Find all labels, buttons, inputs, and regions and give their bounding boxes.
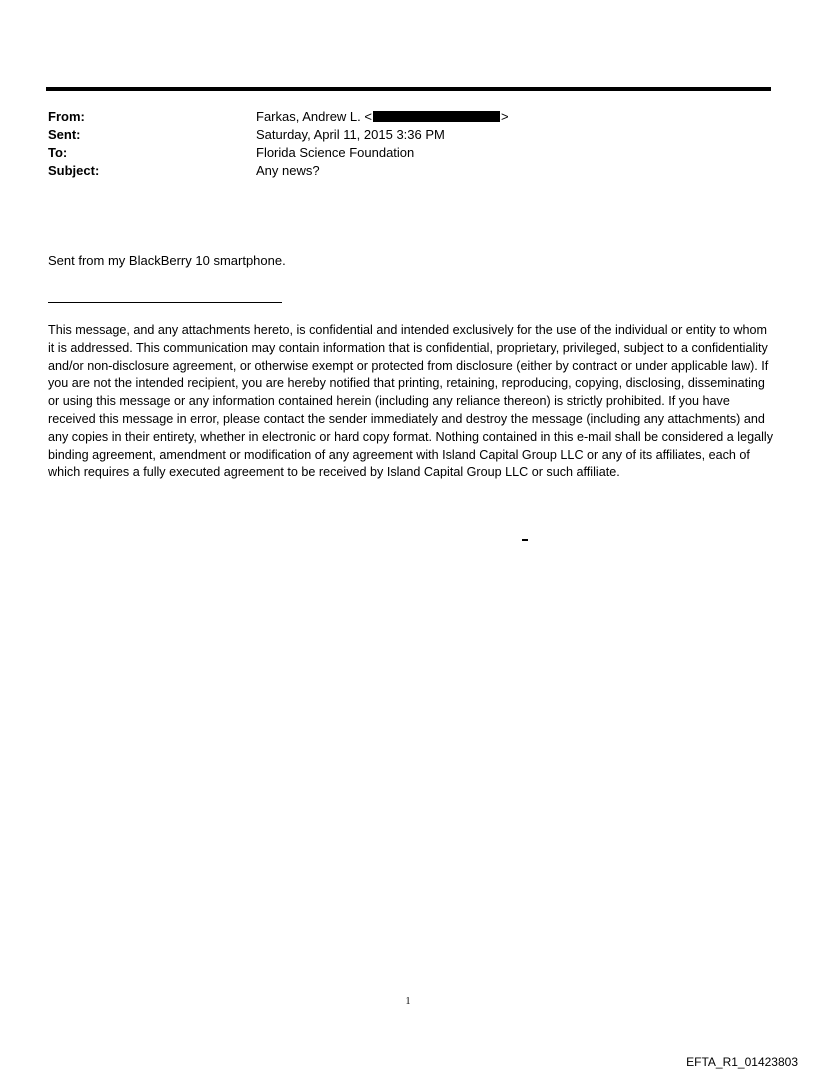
stray-mark	[522, 539, 528, 541]
signature-divider	[48, 302, 282, 303]
subject-label: Subject:	[48, 163, 100, 178]
subject-row	[48, 162, 748, 180]
sent-value: Saturday, April 11, 2015 3:36 PM	[256, 127, 445, 142]
email-header	[48, 108, 748, 180]
redaction-box	[373, 111, 500, 122]
to-value: Florida Science Foundation	[256, 145, 415, 160]
from-value	[256, 108, 748, 126]
sent-label: Sent:	[48, 127, 81, 142]
to-label: To:	[48, 145, 68, 160]
document-id: EFTA_R1_01423803	[686, 1055, 798, 1069]
to-row	[48, 144, 748, 162]
sent-row	[48, 126, 748, 144]
from-row	[48, 108, 748, 126]
header-top-rule	[46, 87, 771, 91]
from-suffix: >	[500, 109, 509, 124]
message-body: Sent from my BlackBerry 10 smartphone.	[48, 253, 286, 268]
confidentiality-disclaimer: This message, and any attachments hereto, is confidential and intended exclusively for the use of the individual or entity to whom it is addressed. This communication may contain information that is confidential, proprietary, privileged, subject to a confidentiality and/or non-disclosure agreement, or otherwise exempt or protected from disclosure (either by contract or under applicable law). If you are not the intended recipient, you are hereby notified that printing, retaining, reproducing, copying, disclosing, disseminating or using this message or any information contained herein (including any reliance thereon) is strictly prohibited. If you have received this message in error, please contact the sender immediately and destroy the message (including any attachments) and any copies in their entirety, whether in electronic or hard copy format. Nothing contained in this e-mail shall be considered a legally binding agreement, amendment or modification of any agreement with Island Capital Group LLC or any of its affiliates, each of which requires a fully executed agreement to be received by Island Capital Group LLC or such affiliate.	[48, 323, 773, 480]
from-name: Farkas, Andrew L. <	[256, 109, 372, 124]
subject-value: Any news?	[256, 163, 320, 178]
page-number: 1	[405, 996, 411, 1007]
from-label: From:	[48, 109, 85, 124]
